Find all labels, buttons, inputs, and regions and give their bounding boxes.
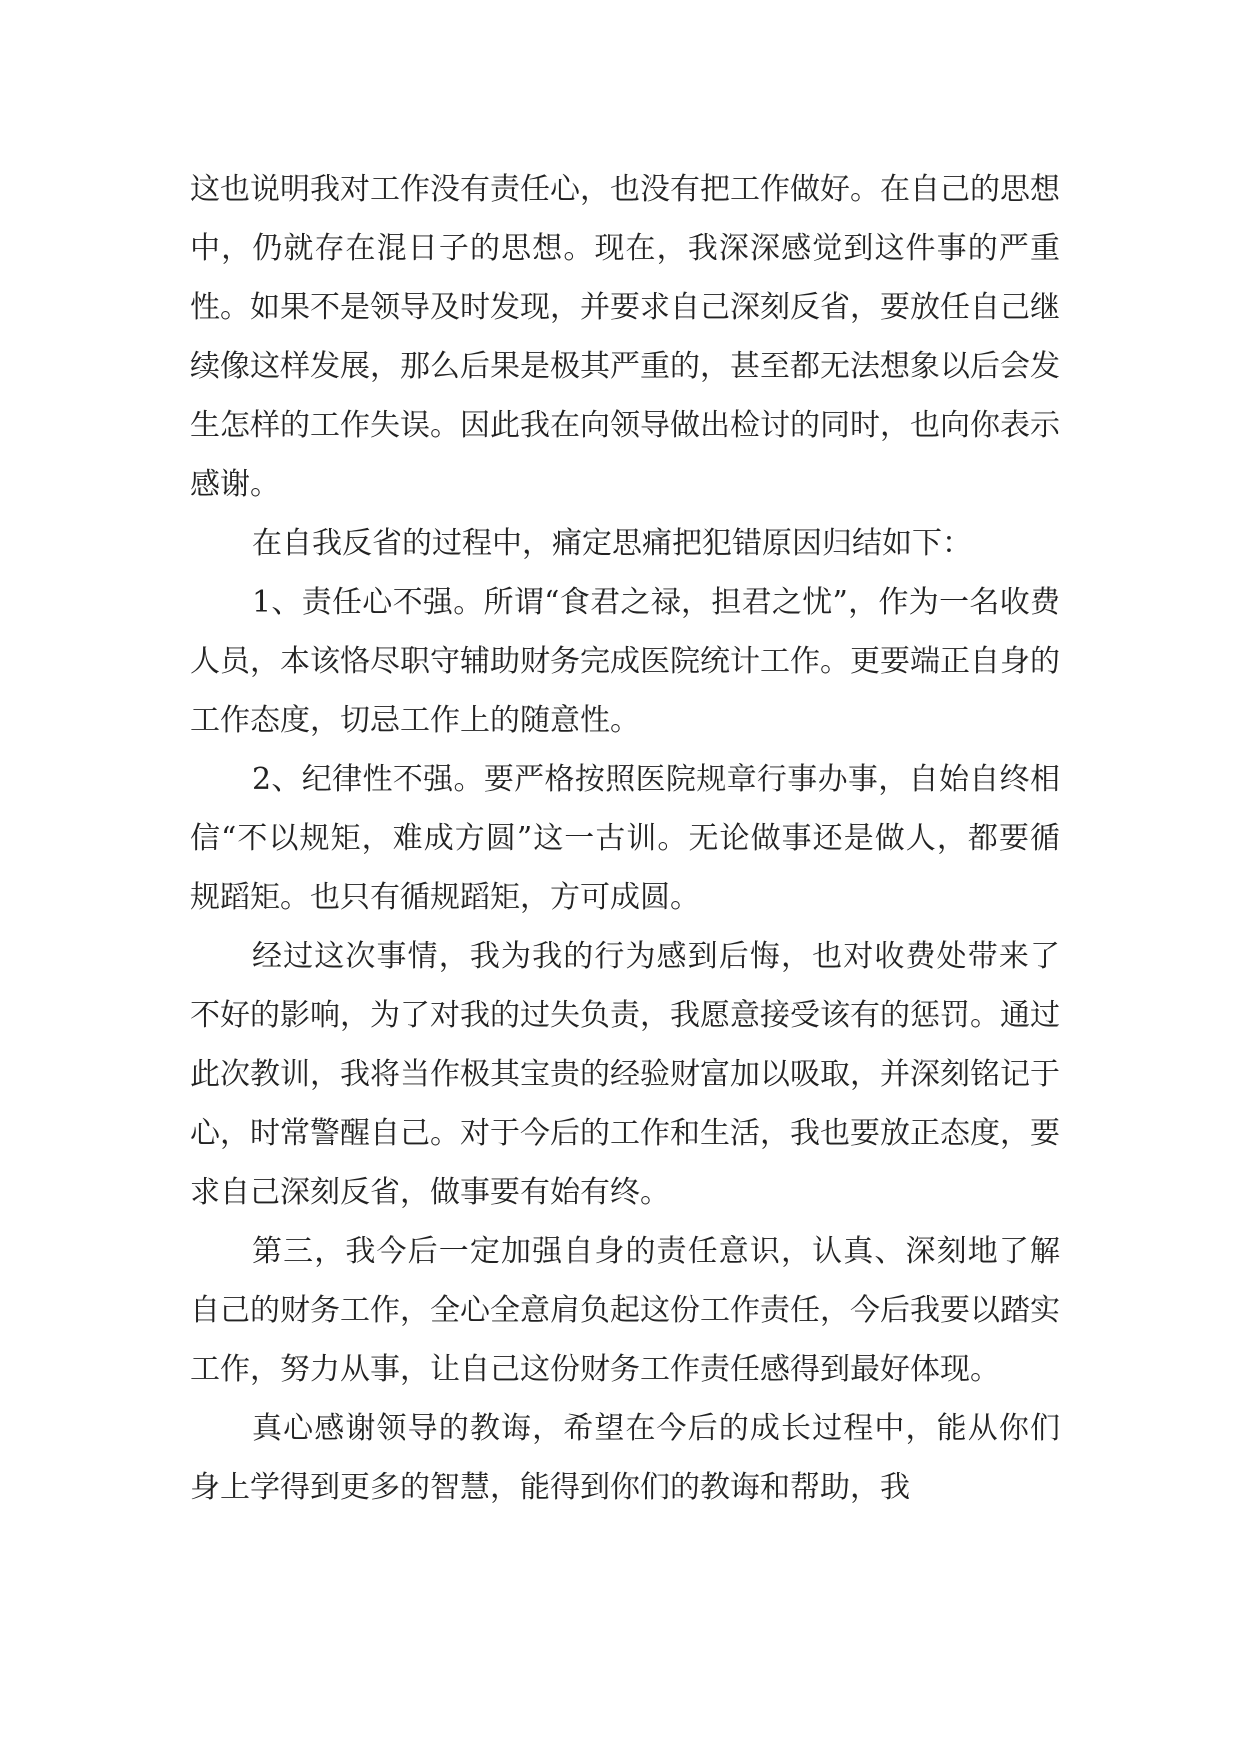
paragraph-5: 经过这次事情，我为我的行为感到后悔，也对收费处带来了不好的影响，为了对我的过失负责，我愿意接受该有的惩罚。通过此次教训，我将当作极其宝贵的经验财富加以吸取，并深刻铭记于心，时常警醒自己。对于今后的工作和生活，我也要放正态度，要求自己深刻反省，做事要有始有终。 (190, 939, 1060, 1210)
paragraph-3: 1、责任心不强。所谓“食君之禄，担君之忧”，作为一名收费人员，本该恪尽职守辅助财务完成医院统计工作。更要端正自身的工作态度，切忌工作上的随意性。 (190, 585, 1060, 738)
paragraph-1: 这也说明我对工作没有责任心，也没有把工作做好。在自己的思想中，仍就存在混日子的思想。现在，我深深感觉到这件事的严重性。如果不是领导及时发现，并要求自己深刻反省，要放任自己继续像这样发展，那么后果是极其严重的，甚至都无法想象以后会发生怎样的工作失误。因此我在向领导做出检讨的同时，也向你表示感谢。 (190, 172, 1060, 502)
document-body (190, 160, 1060, 1517)
paragraph-7: 真心感谢领导的教诲，希望在今后的成长过程中，能从你们身上学得到更多的智慧，能得到你们的教诲和帮助，我 (190, 1411, 1060, 1505)
paragraph-4: 2、纪律性不强。要严格按照医院规章行事办事，自始自终相信“不以规矩，难成方圆”这一古训。无论做事还是做人，都要循规蹈矩。也只有循规蹈矩，方可成圆。 (190, 762, 1060, 915)
paragraph-6: 第三，我今后一定加强自身的责任意识，认真、深刻地了解自己的财务工作，全心全意肩负起这份工作责任，今后我要以踏实工作，努力从事，让自己这份财务工作责任感得到最好体现。 (190, 1234, 1060, 1387)
paragraph-2: 在自我反省的过程中，痛定思痛把犯错原因归结如下： (252, 526, 972, 561)
